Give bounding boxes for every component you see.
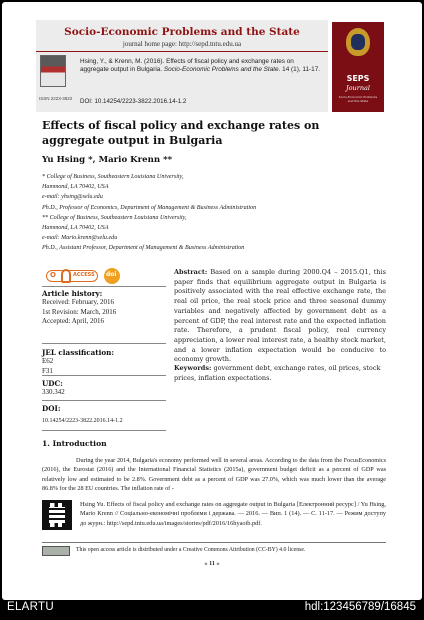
- logo-subtitle: Journal: [346, 84, 370, 92]
- coat-of-arms-shield: [351, 34, 365, 50]
- cc-by-license-icon[interactable]: [42, 546, 70, 556]
- author-affiliations: [42, 172, 382, 254]
- abstract-label: Abstract:: [174, 268, 208, 276]
- footer-divider: [42, 542, 386, 543]
- open-lock-icon: [61, 269, 71, 283]
- journal-cover-thumbnail: [40, 55, 66, 87]
- open-access-o: O: [50, 271, 56, 279]
- jel-heading: JEL classification:: [42, 348, 115, 357]
- keywords-text: government debt, exchange rates, oil prices, stock prices, inflation expectations.: [174, 364, 381, 382]
- affiliation-line: * College of Business, Southeastern Louisiana University,: [42, 174, 184, 180]
- open-access-label: ACCESS: [73, 272, 95, 278]
- sidebar-divider: [42, 400, 166, 401]
- affiliation-line: Ph.D., Professor of Economics, Department of Management & Business Administration: [42, 204, 257, 211]
- license-text: This open access article is distributed under a Creative Commons Attribution (CC-BY) 4.0 license.: [76, 547, 306, 553]
- keywords: [174, 364, 386, 383]
- affiliation-line: Hammond, LA 70402, USA: [42, 184, 109, 191]
- logo-name: SEPS: [346, 74, 370, 83]
- article-title: Effects of fiscal policy and exchange rates on aggregate output in Bulgaria: [42, 119, 320, 147]
- open-access-badge[interactable]: [46, 270, 98, 282]
- repository-name[interactable]: ELARTU: [7, 601, 54, 613]
- section-heading: 1. Introduction: [42, 439, 107, 448]
- doi-badge-label: doi: [106, 271, 117, 278]
- keywords-label: Keywords:: [174, 364, 212, 372]
- affiliation-email[interactable]: e-mail: Mario.krenn@selu.edu: [42, 235, 118, 242]
- udc-heading: UDC:: [42, 379, 63, 388]
- abstract-text: Based on a sample during 2000.Q4 – 2015.Q1, this paper finds that equilibrium aggregate output in Bulgaria is positively associated with the real effective exchange rate, the real oil price, the real stock price and three seasonal dummy variables and negatively affected by government debt as a percent of GDP, the real interest rate and the expected inflation rate. Therefore, a prudent fiscal policy, real currency appreciation, a lower real interest rate, a healthy stock market, and a lower inflation expectation would be conducive to economy growth.: [174, 268, 386, 364]
- sidebar-divider: [42, 430, 166, 431]
- sidebar-divider: [42, 375, 166, 376]
- journal-header: [36, 20, 328, 112]
- qr-code-pattern: [49, 507, 65, 523]
- header-doi[interactable]: DOI: 10.14254/2223-3822.2016.14-1.2: [80, 98, 187, 105]
- doi-heading: DOI:: [42, 404, 61, 413]
- header-citation: [80, 58, 324, 75]
- coat-of-arms-icon: [346, 28, 370, 56]
- history-revision: 1st Revision: March, 2016: [42, 307, 117, 316]
- abstract: [174, 268, 386, 365]
- article-authors: Yu Hsing *, Mario Krenn **: [42, 155, 173, 165]
- citation-journal: Socio-Economic Problems and the State.: [163, 66, 281, 74]
- page-number: « 11 »: [204, 560, 220, 567]
- doi-block: [42, 404, 166, 427]
- header-divider: [36, 51, 328, 52]
- jel-code: E62: [42, 357, 54, 365]
- seps-journal-logo: [332, 22, 384, 112]
- affiliation-email[interactable]: e-mail: yhsing@selu.edu: [42, 194, 103, 201]
- jel-code: F31: [42, 366, 53, 375]
- journal-home-page[interactable]: journal home page: http://sepd.tntu.edu.ua: [122, 40, 242, 48]
- affiliation-line: ** College of Business, Southeastern Louisiana University,: [42, 214, 187, 221]
- handle-id[interactable]: hdl:123456789/16845: [304, 601, 416, 613]
- sidebar-divider: [42, 343, 166, 344]
- logo-tagline: Socio-Economic Problems and the State: [338, 95, 378, 103]
- citation-authors: Hsing, Y., & Krenn, M. (2016). Effects of fiscal policy and exchange rates on aggregate output in Bulgaria.: [80, 58, 294, 74]
- ukrainian-citation: Hsing Yu. Effects of fiscal policy and exchange rates on aggregate output in Bulgaria [Електронний ресурс] / Yu Hsing, Mario Krenn // Соціально-економічні проблеми і держава. — 2016. — Вип. 1 (14). — С. 11-17. — Режим доступу до журн.: http://sepd.tntu.edu.ua/images/stories/pdf/2016/16hyaoib.pdf.: [80, 501, 386, 527]
- udc-code: 330.342: [42, 388, 65, 396]
- journal-title: Socio-Economic Problems and the State: [64, 26, 300, 38]
- affiliation-line: Ph.D., Assistant Professor, Department of Management & Business Administration: [42, 245, 245, 252]
- history-received: Received: February, 2016: [42, 298, 115, 306]
- doi-value[interactable]: 10.14254/2223-3822.2016.14-1.2: [42, 418, 123, 424]
- history-heading: Article history:: [42, 289, 103, 298]
- jel-classification: [42, 348, 166, 376]
- affiliation-line: Hammond, LA 70402, USA: [42, 225, 109, 232]
- udc-block: [42, 379, 166, 398]
- qr-code[interactable]: [42, 500, 72, 530]
- document-page: [2, 2, 422, 600]
- sidebar-divider: [42, 286, 166, 287]
- article-history: [42, 289, 166, 327]
- history-accepted: Accepted: April, 2016: [42, 317, 105, 326]
- issn: ISSN 2223-3822: [39, 96, 73, 101]
- introduction-text: During the year 2014, Bulgaria's economy performed well in several areas. According to the data from the FocusEconomics (2016), the Eurostat (2016) and the International Financial Statistics (2015a), government budget deficit as a percent of GDP was relatively low and estimated to be 2.8%. Government debt as a percent of GDP was 27.0%, which was much lower than the average 86.8% for the 28 EU countries. The inflation rate of -: [42, 457, 386, 493]
- doi-icon[interactable]: [104, 268, 120, 284]
- citation-volume: 14 (1), 11-17.: [282, 66, 321, 74]
